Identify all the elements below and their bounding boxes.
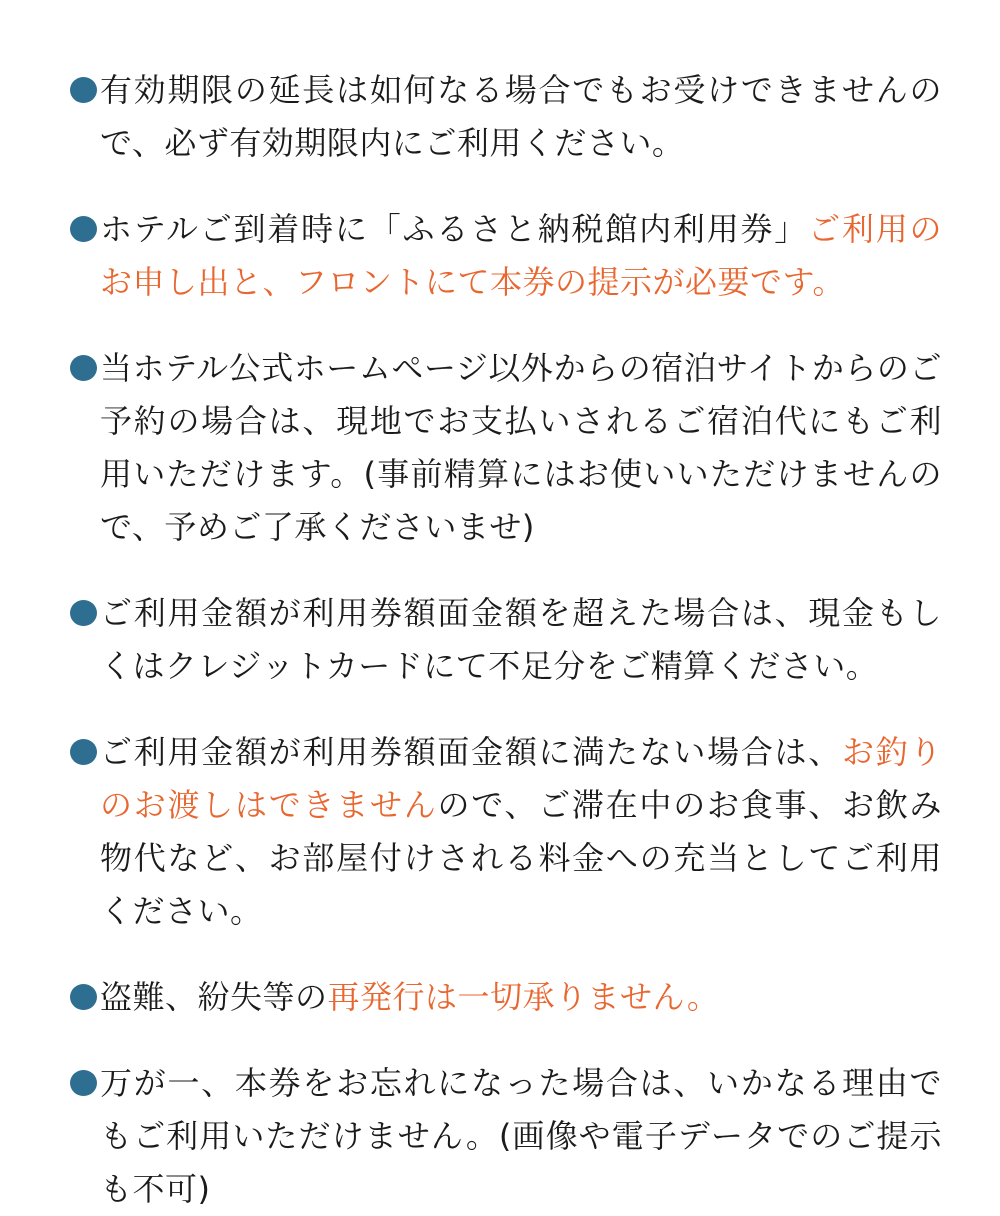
note-item	[70, 726, 942, 938]
note-text: 盗難、紛失等の	[100, 978, 328, 1016]
highlighted-text: 再発行は一切承りません。	[327, 978, 720, 1016]
bullet-circle-icon	[70, 1070, 97, 1096]
notes-list	[70, 64, 942, 1216]
note-item	[70, 64, 942, 170]
note-text: 有効期限の延長は如何なる場合でもお受けできませんので、必ず有効期限内にご利用ください。	[100, 71, 942, 162]
note-item	[70, 203, 942, 309]
note-item	[70, 342, 942, 554]
bullet-circle-icon	[70, 216, 97, 242]
note-text: 当ホテル公式ホームページ以外からの宿泊サイトからのご予約の場合は、現地でお支払いされるご宿泊代にもご利用いただけます。(事前精算にはお使いいただけませんので、予めご了承くださいませ)	[100, 349, 942, 546]
note-item	[70, 587, 942, 693]
note-text: 万が一、本券をお忘れになった場合は、いかなる理由でもご利用いただけません。(画像や電子データでのご提示も不可)	[100, 1064, 942, 1208]
highlighted-text: お釣りのお渡しはできません	[100, 733, 942, 824]
bullet-circle-icon	[70, 739, 97, 765]
note-text: ご利用金額が利用券額面金額に満たない場合は、	[100, 733, 843, 771]
bullet-circle-icon	[70, 355, 97, 381]
bullet-circle-icon	[70, 77, 97, 103]
bullet-circle-icon	[70, 984, 97, 1010]
bullet-circle-icon	[70, 600, 97, 626]
highlighted-text: ご利用のお申し出と、フロントにて本券の提示が必要です。	[100, 210, 942, 301]
note-text: ので、ご滞在中のお食事、お飲み物代など、お部屋付けされる料金への充当としてご利用ください。	[100, 786, 942, 930]
note-item	[70, 1057, 942, 1216]
note-text: ご利用金額が利用券額面金額を超えた場合は、現金もしくはクレジットカードにて不足分をご精算ください。	[100, 594, 942, 685]
note-item	[70, 971, 942, 1024]
note-text: ホテルご到着時に「ふるさと納税館内利用券」	[100, 210, 809, 248]
